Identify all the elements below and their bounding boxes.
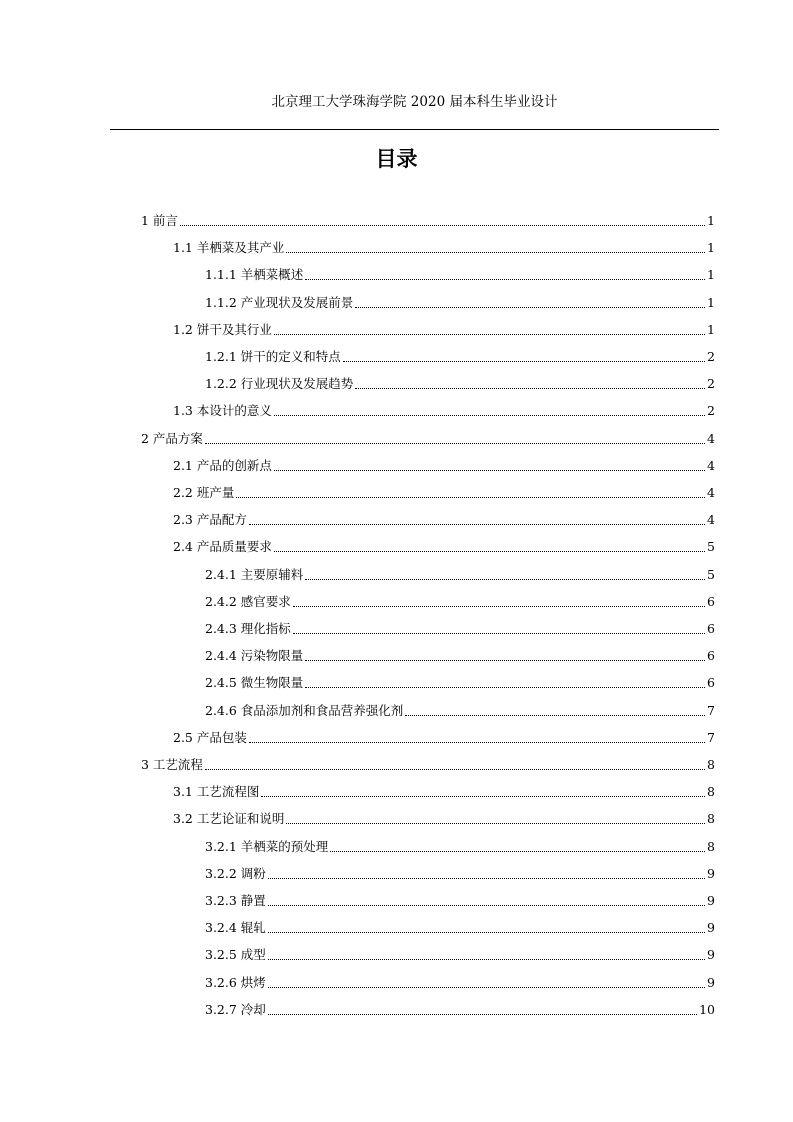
toc-leader-dots — [249, 524, 705, 525]
toc-entry-page: 7 — [707, 702, 715, 718]
toc-entry-page: 4 — [707, 430, 715, 446]
toc-entry[interactable] — [205, 888, 715, 910]
toc-entry[interactable] — [173, 779, 715, 801]
toc-entry-label: 3.2.1 羊栖菜的预处理 — [205, 838, 329, 854]
toc-entry-page: 8 — [707, 784, 715, 800]
toc-entry[interactable] — [205, 262, 715, 284]
toc-entry-page: 10 — [699, 1001, 715, 1017]
toc-entry-page: 4 — [707, 485, 715, 500]
toc-entry[interactable] — [205, 861, 715, 883]
toc-entry[interactable] — [205, 834, 715, 856]
toc-entry[interactable] — [205, 616, 715, 638]
toc-leader-dots — [249, 742, 705, 743]
toc-entry-page: 8 — [707, 838, 715, 854]
toc-leader-dots — [268, 959, 705, 960]
toc-entry[interactable] — [173, 507, 715, 529]
toc-entry-label: 3.2 工艺论证和说明 — [173, 811, 285, 827]
toc-entry-label: 3.2.4 辊轧 — [205, 920, 266, 936]
toc-entry-page: 6 — [707, 675, 715, 691]
toc-entry[interactable] — [173, 453, 715, 475]
toc-entry-page: 8 — [707, 757, 715, 772]
toc-leader-dots — [343, 361, 705, 362]
toc-entry-page: 9 — [707, 865, 715, 881]
toc-leader-dots — [305, 660, 705, 661]
toc-entry-label: 1.1.2 产业现状及发展前景 — [205, 294, 354, 310]
toc-entry-label: 3.2.7 冷却 — [205, 1001, 266, 1017]
toc-entry-page: 5 — [707, 566, 715, 582]
toc-entry-page: 9 — [707, 974, 715, 990]
toc-leader-dots — [268, 878, 705, 879]
toc-entry-page: 9 — [707, 920, 715, 936]
toc-leader-dots — [355, 307, 705, 308]
toc-entry-label: 2.2 班产量 — [173, 485, 235, 500]
toc-entry-page: 2 — [707, 403, 715, 419]
toc-leader-dots — [268, 1014, 697, 1015]
toc-leader-dots — [236, 497, 705, 498]
toc-entry[interactable] — [173, 235, 715, 257]
toc-entry-label: 1.2.1 饼干的定义和特点 — [205, 349, 341, 364]
toc-entry[interactable] — [173, 398, 715, 420]
toc-entry-label: 2.4.1 主要原辅料 — [205, 566, 304, 582]
toc-entry-label: 1.1.1 羊栖菜概述 — [205, 267, 304, 283]
toc-entry[interactable] — [141, 426, 715, 448]
toc-entry[interactable] — [141, 752, 715, 774]
page-header: 北京理工大学珠海学院 2020 届本科生毕业设计 — [271, 94, 558, 110]
toc-entry-page: 5 — [707, 539, 715, 555]
toc-entry-page: 2 — [707, 349, 715, 364]
toc-entry-label: 2.3 产品配方 — [173, 512, 247, 528]
toc-entry-label: 2.5 产品包装 — [173, 729, 247, 745]
toc-entry-label: 1.1 羊栖菜及其产业 — [173, 240, 285, 256]
toc-entry[interactable] — [173, 725, 715, 747]
toc-leader-dots — [293, 633, 705, 634]
toc-entry-page: 6 — [707, 621, 715, 636]
toc-entry-page: 1 — [707, 267, 715, 283]
toc-entry-label: 1.2.2 行业现状及发展趋势 — [205, 376, 354, 392]
toc-entry-label: 3.2.6 烘烤 — [205, 974, 266, 990]
toc-entry-page: 9 — [707, 947, 715, 963]
toc-leader-dots — [180, 225, 705, 226]
toc-leader-dots — [274, 470, 705, 471]
toc-entry[interactable] — [173, 806, 715, 828]
toc-entry[interactable] — [173, 317, 715, 339]
toc-entry[interactable] — [173, 480, 715, 502]
toc-entry-label: 2.4.6 食品添加剂和食品营养强化剂 — [205, 702, 404, 718]
toc-entry-page: 1 — [707, 321, 715, 337]
toc-entry[interactable] — [205, 942, 715, 964]
toc-entry-page: 2 — [707, 376, 715, 392]
toc-entry[interactable] — [205, 915, 715, 937]
toc-entry-label: 3.2.5 成型 — [205, 947, 266, 963]
header-rule — [110, 129, 719, 130]
toc-entry-page: 6 — [707, 593, 715, 609]
toc-entry-label: 2.4 产品质量要求 — [173, 539, 272, 555]
toc-entry-page: 4 — [707, 457, 715, 473]
toc-entry[interactable] — [205, 344, 715, 366]
toc-entry-page: 4 — [707, 512, 715, 528]
toc-leader-dots — [330, 851, 705, 852]
toc-entry[interactable] — [205, 589, 715, 611]
toc-entry-label: 1.3 本设计的意义 — [173, 403, 272, 419]
toc-entry-page: 8 — [707, 811, 715, 827]
toc-entry[interactable] — [205, 670, 715, 692]
toc-entry-label: 2.4.2 感官要求 — [205, 593, 291, 609]
toc-entry-label: 2.4.5 微生物限量 — [205, 675, 304, 691]
toc-leader-dots — [268, 932, 705, 933]
toc-entry-label: 3.1 工艺流程图 — [173, 784, 260, 800]
toc-leader-dots — [205, 443, 705, 444]
toc-entry[interactable] — [205, 698, 715, 720]
toc-leader-dots — [286, 823, 705, 824]
toc-leader-dots — [274, 551, 705, 552]
toc-entry[interactable] — [205, 643, 715, 665]
toc-entry[interactable] — [205, 562, 715, 584]
toc-entry-page: 7 — [707, 729, 715, 745]
toc-leader-dots — [205, 769, 705, 770]
toc-entry-page: 9 — [707, 893, 715, 908]
toc-entry-page: 1 — [707, 213, 715, 228]
toc-entry-label: 2 产品方案 — [141, 430, 203, 446]
toc-leader-dots — [305, 279, 705, 280]
toc-leader-dots — [305, 687, 705, 688]
toc-leader-dots — [261, 796, 705, 797]
toc-entry[interactable] — [205, 997, 715, 1019]
toc-entry[interactable] — [205, 290, 715, 312]
toc-leader-dots — [268, 905, 705, 906]
toc-entry-label: 3 工艺流程 — [141, 757, 203, 772]
toc-entry-label: 3.2.2 调粉 — [205, 865, 266, 881]
toc-entry[interactable] — [173, 534, 715, 556]
toc-entry-page: 1 — [707, 294, 715, 310]
toc-entry-label: 2.4.4 污染物限量 — [205, 648, 304, 664]
toc-entry[interactable] — [205, 371, 715, 393]
toc-leader-dots — [274, 415, 705, 416]
toc-entry[interactable] — [205, 970, 715, 992]
toc-entry-label: 2.1 产品的创新点 — [173, 457, 272, 473]
toc-entry-label: 2.4.3 理化指标 — [205, 621, 291, 636]
toc-leader-dots — [293, 606, 705, 607]
toc-entry[interactable] — [141, 208, 715, 230]
toc-leader-dots — [305, 579, 705, 580]
toc-entry-label: 1 前言 — [141, 213, 178, 228]
page-title: 目录 — [375, 147, 418, 171]
toc-entry-page: 1 — [707, 240, 715, 256]
toc-leader-dots — [274, 334, 705, 335]
toc-leader-dots — [355, 388, 705, 389]
toc-entry-label: 3.2.3 静置 — [205, 893, 266, 908]
toc-entry-label: 1.2 饼干及其行业 — [173, 321, 272, 337]
toc-entry-page: 6 — [707, 648, 715, 664]
toc-leader-dots — [286, 252, 705, 253]
toc-leader-dots — [268, 987, 705, 988]
toc-leader-dots — [405, 715, 705, 716]
